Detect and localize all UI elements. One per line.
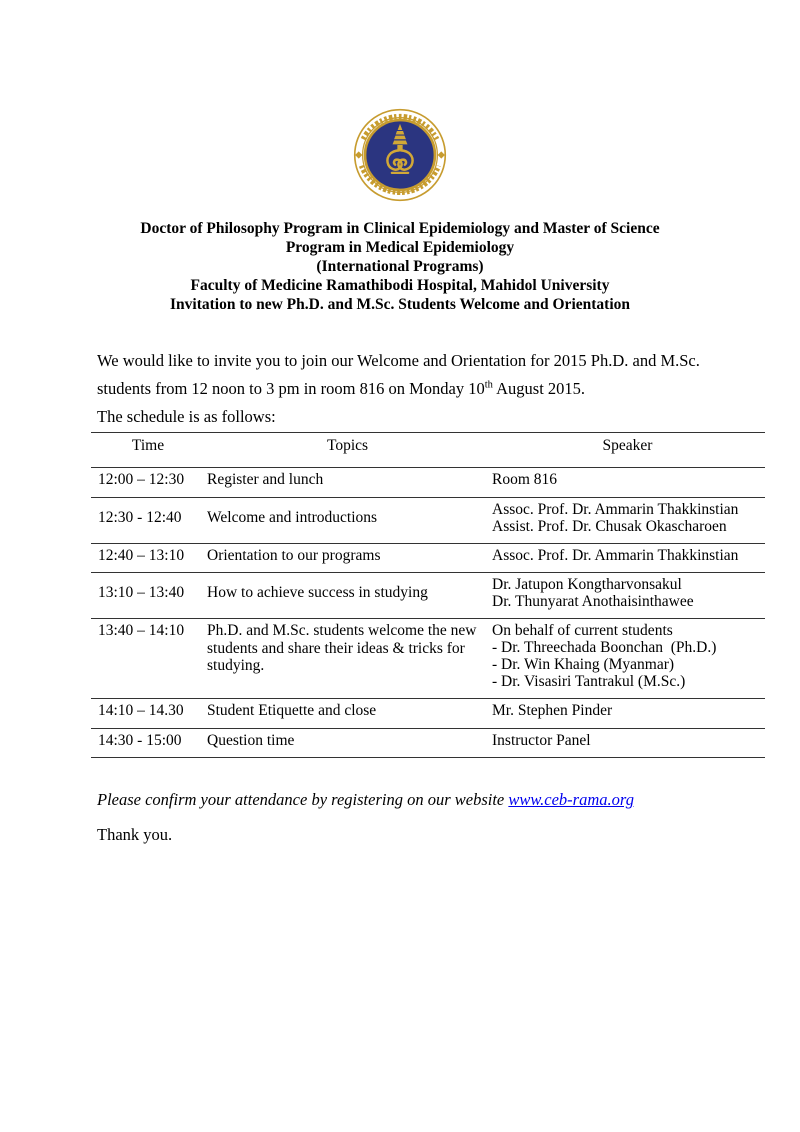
table-row <box>91 699 765 729</box>
topic-cell: Welcome and introductions <box>205 497 490 543</box>
title-line-international: (International Programs) <box>316 258 484 275</box>
time-cell: 12:40 – 13:10 <box>91 543 205 573</box>
title-line-faculty: Faculty of Medicine Ramathibodi Hospital, Mahidol University <box>190 277 610 294</box>
speaker-cell <box>490 699 765 729</box>
intro-date-superscript: th <box>484 379 493 391</box>
speaker-line: Mr. Stephen Pinder <box>492 702 613 720</box>
time-cell: 12:00 – 12:30 <box>91 468 205 498</box>
letter-body <box>0 347 800 845</box>
topic-cell: Ph.D. and M.Sc. students welcome the new students and share their ideas & tricks for studying. <box>205 619 490 699</box>
intro-text-part2: August 2015. <box>492 379 586 398</box>
title-line-invitation: Invitation to new Ph.D. and M.Sc. Students Welcome and Orientation <box>169 296 630 313</box>
speaker-line: - Dr. Visasiri Tantrakul (M.Sc.) <box>492 673 686 690</box>
table-row <box>91 728 765 758</box>
speaker-line: Assoc. Prof. Dr. Ammarin Thakkinstian <box>492 546 739 564</box>
speaker-cell <box>490 468 765 498</box>
speaker-line: Assist. Prof. Dr. Chusak Okascharoen <box>492 517 727 535</box>
schedule-intro-line: The schedule is as follows: <box>97 407 276 426</box>
time-cell: 13:10 – 13:40 <box>91 573 205 619</box>
schedule-table <box>91 432 765 758</box>
speaker-line: - Dr. Threechada Boonchan (Ph.D.) <box>492 639 717 656</box>
column-header-speaker: Speaker <box>490 433 765 468</box>
table-row <box>91 619 765 699</box>
time-cell: 14:10 – 14.30 <box>91 699 205 729</box>
topic-cell: Student Etiquette and close <box>205 699 490 729</box>
registration-link[interactable]: www.ceb-rama.org <box>508 790 634 809</box>
thank-you-text: Thank you. <box>97 825 173 844</box>
speaker-line: On behalf of current students <box>492 622 673 639</box>
confirmation-note <box>97 790 760 810</box>
column-header-topics: Topics <box>205 433 490 468</box>
confirmation-text: Please confirm your attendance by registering on our website <box>97 790 509 809</box>
table-header-row <box>91 433 765 468</box>
speaker-line: Assoc. Prof. Dr. Ammarin Thakkinstian <box>492 500 739 518</box>
speaker-cell <box>490 728 765 758</box>
speaker-line: Dr. Thunyarat Anothaisinthawee <box>492 593 694 610</box>
title-line-program-2: Program in Medical Epidemiology <box>285 239 515 256</box>
topic-cell: How to achieve success in studying <box>205 573 490 619</box>
speaker-line: Instructor Panel <box>492 731 591 749</box>
time-cell: 13:40 – 14:10 <box>91 619 205 699</box>
column-header-time: Time <box>91 433 205 468</box>
speaker-line: Room 816 <box>492 471 558 489</box>
table-row <box>91 543 765 573</box>
intro-paragraph <box>97 347 713 403</box>
table-row <box>91 497 765 543</box>
document-title-block <box>0 219 800 314</box>
time-cell: 14:30 - 15:00 <box>91 728 205 758</box>
mahidol-university-seal-icon <box>353 108 447 207</box>
table-row <box>91 573 765 619</box>
speaker-cell <box>490 573 765 619</box>
speaker-cell <box>490 543 765 573</box>
speaker-line: Dr. Jatupon Kongtharvonsakul <box>492 576 682 593</box>
time-cell: 12:30 - 12:40 <box>91 497 205 543</box>
speaker-cell <box>490 619 765 699</box>
topic-cell: Register and lunch <box>205 468 490 498</box>
speaker-cell <box>490 497 765 543</box>
title-line-program: Doctor of Philosophy Program in Clinical Epidemiology and Master of Science <box>140 220 660 237</box>
topic-cell: Question time <box>205 728 490 758</box>
speaker-line: - Dr. Win Khaing (Myanmar) <box>492 656 675 673</box>
intro-text-part1: We would like to invite you to join our Welcome and Orientation for 2015 Ph.D. and M.Sc. students from 12 noon to 3 pm in room 816 on Monday 10 <box>97 351 700 398</box>
topic-cell: Orientation to our programs <box>205 543 490 573</box>
table-row <box>91 468 765 498</box>
logo-container <box>0 0 800 207</box>
